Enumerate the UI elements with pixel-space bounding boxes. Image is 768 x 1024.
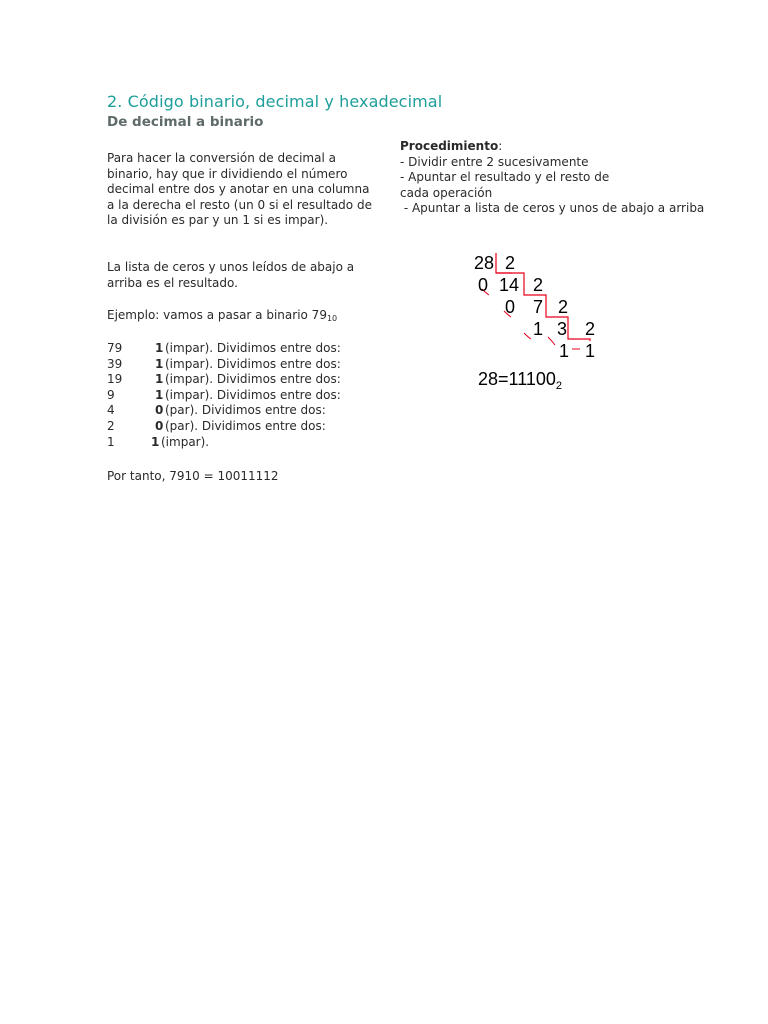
step-number: 39 [107, 356, 123, 371]
procedure-step: - Dividir entre 2 sucesivamente [400, 154, 589, 169]
step-remainder: 1 [155, 372, 164, 387]
arrow-mark [524, 333, 531, 339]
arrow-mark [548, 337, 555, 345]
procedure-step: - Apuntar el resultado y el resto de cada operación [400, 170, 610, 200]
remainder-value: 1 [559, 341, 570, 361]
step-text: (impar). Dividimos entre dos: [165, 341, 341, 355]
procedure-heading: Procedimiento [400, 139, 499, 153]
result-base: 2 [555, 380, 563, 392]
procedure-step: - Apuntar a lista de ceros y unos de abajo a arriba [400, 201, 705, 216]
step-remainder: 1 [155, 341, 164, 355]
intro-paragraph: Para hacer la conversión de decimal a binario, hay que ir dividiendo el número decimal entre dos y anotar en una columna a la derecha el resto (un 0 si el resultado de la división es par y un 1 si es impar). [107, 151, 372, 228]
procedure-heading-line [400, 139, 640, 155]
procedure-colon: : [498, 139, 503, 153]
step-text: (impar). [161, 434, 210, 449]
step-text: (impar). Dividimos entre dos: [165, 387, 341, 402]
step-remainder: 1 [155, 387, 164, 402]
dividend-value: 3 [557, 319, 568, 339]
procedure-box [400, 139, 705, 217]
remainder-value: 0 [505, 297, 516, 317]
result-value: 28=11100 [478, 369, 556, 389]
step-number: 1 [107, 434, 115, 449]
step-number: 2 [107, 418, 115, 433]
step-text: (par). Dividimos entre dos: [165, 403, 326, 418]
step-remainder: 0 [155, 403, 164, 418]
conclusion-paragraph: Por tanto, 7910 = 10011112 [107, 469, 279, 483]
step-remainder: 1 [155, 356, 164, 371]
example-base: 10 [326, 314, 338, 323]
divisor-value: 2 [558, 297, 569, 317]
step-number: 9 [107, 387, 115, 402]
step-remainder: 1 [151, 434, 160, 449]
example-paragraph [107, 308, 379, 324]
remainder-value: 0 [478, 275, 489, 295]
conversion-result [478, 369, 562, 390]
step-number: 19 [107, 372, 123, 387]
step-text: (par). Dividimos entre dos: [165, 418, 326, 433]
step-text: (impar). Dividimos entre dos: [165, 356, 341, 371]
dividend-value: 7 [533, 297, 544, 317]
step-number: 4 [107, 403, 115, 418]
step-text: (impar). Dividimos entre dos: [165, 372, 341, 387]
step-remainder: 0 [155, 418, 164, 433]
remainder-value: 1 [533, 319, 544, 339]
section-title: De decimal a binario [107, 114, 264, 130]
dividend-value: 28 [474, 253, 495, 273]
divisor-value: 2 [505, 253, 516, 273]
dividend-value: 1 [585, 341, 596, 361]
divisor-value: 2 [585, 319, 596, 339]
example-text: Ejemplo: vamos a pasar a binario 79 [107, 308, 327, 322]
result-note-paragraph: La lista de ceros y unos leídos de abajo a arriba es el resultado. [107, 260, 355, 290]
dividend-value: 14 [499, 275, 520, 295]
divisor-value: 2 [533, 275, 544, 295]
step-number: 79 [107, 341, 123, 355]
page-title: 2. Código binario, decimal y hexadecimal [107, 92, 443, 111]
